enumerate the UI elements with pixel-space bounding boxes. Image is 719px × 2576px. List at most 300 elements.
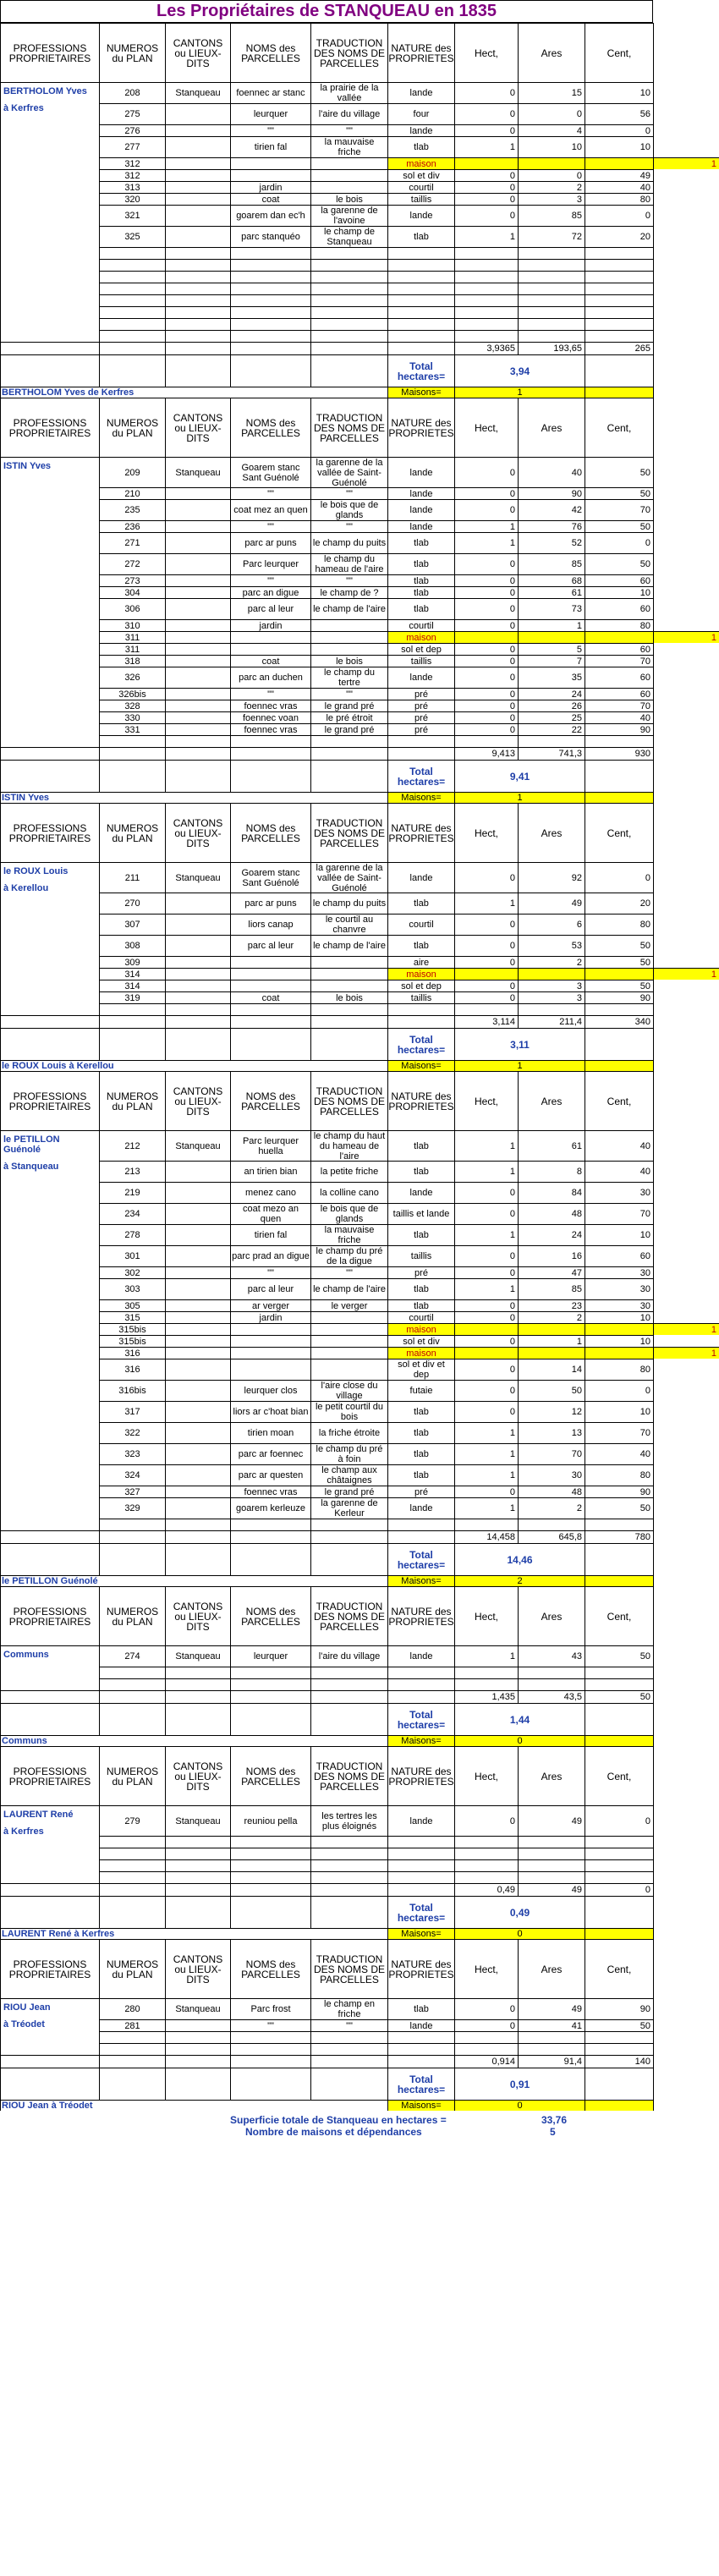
empty-cell[interactable] bbox=[387, 318, 454, 330]
empty-cell[interactable] bbox=[165, 306, 230, 318]
table-cell[interactable]: 56 bbox=[585, 103, 653, 124]
table-cell[interactable] bbox=[165, 631, 230, 643]
table-cell[interactable] bbox=[165, 2019, 230, 2031]
table-cell[interactable]: 61 bbox=[518, 586, 585, 598]
table-cell[interactable]: 42 bbox=[518, 499, 585, 520]
table-cell[interactable]: 7 bbox=[518, 655, 585, 667]
table-cell[interactable] bbox=[454, 631, 518, 643]
table-cell[interactable]: parc stanquéo bbox=[230, 226, 310, 247]
empty-cell[interactable] bbox=[230, 2043, 310, 2055]
table-cell[interactable]: 313 bbox=[99, 181, 165, 193]
empty-cell[interactable] bbox=[454, 1871, 518, 1883]
table-cell[interactable] bbox=[165, 619, 230, 631]
table-cell[interactable]: 314 bbox=[99, 968, 165, 980]
table-cell[interactable]: 30 bbox=[585, 1299, 653, 1311]
empty-cell[interactable] bbox=[165, 1519, 230, 1530]
table-cell[interactable]: 210 bbox=[99, 487, 165, 499]
empty-cell[interactable] bbox=[310, 1519, 387, 1530]
empty-cell[interactable] bbox=[230, 283, 310, 294]
table-cell[interactable]: 1 bbox=[454, 520, 518, 532]
table-cell[interactable]: 60 bbox=[585, 688, 653, 700]
table-cell[interactable]: 48 bbox=[518, 1486, 585, 1497]
table-cell[interactable]: 3 bbox=[518, 991, 585, 1003]
empty-cell[interactable] bbox=[387, 1836, 454, 1848]
table-cell[interactable]: 85 bbox=[518, 1278, 585, 1299]
empty-cell[interactable] bbox=[585, 1859, 653, 1871]
table-cell[interactable]: goarem dan ec'h bbox=[230, 205, 310, 226]
table-cell[interactable]: 312 bbox=[99, 169, 165, 181]
table-cell[interactable]: parc ar foennec bbox=[230, 1443, 310, 1464]
empty-cell[interactable] bbox=[310, 271, 387, 283]
table-cell[interactable] bbox=[165, 169, 230, 181]
table-cell[interactable]: 0 bbox=[454, 643, 518, 655]
table-cell[interactable]: 314 bbox=[99, 980, 165, 991]
empty-cell[interactable] bbox=[454, 294, 518, 306]
table-cell[interactable] bbox=[165, 136, 230, 157]
table-cell[interactable]: l'aire close du village bbox=[310, 1380, 387, 1401]
empty-cell[interactable] bbox=[518, 330, 585, 342]
table-cell[interactable]: 10 bbox=[518, 136, 585, 157]
table-cell[interactable]: 70 bbox=[585, 700, 653, 711]
table-cell[interactable]: parc al leur bbox=[230, 598, 310, 619]
table-cell[interactable]: 10 bbox=[585, 1224, 653, 1245]
table-cell[interactable]: 315 bbox=[99, 1311, 165, 1323]
table-cell[interactable]: 43 bbox=[518, 1645, 585, 1667]
table-cell[interactable]: 68 bbox=[518, 574, 585, 586]
table-cell[interactable]: 0 bbox=[454, 723, 518, 735]
table-cell[interactable]: 10 bbox=[585, 1335, 653, 1347]
table-cell[interactable]: ar verger bbox=[230, 1299, 310, 1311]
table-cell[interactable]: 30 bbox=[585, 1182, 653, 1203]
table-cell[interactable]: 90 bbox=[585, 1998, 653, 2019]
table-cell[interactable]: tlab bbox=[387, 1443, 454, 1464]
table-cell[interactable] bbox=[165, 1161, 230, 1182]
table-cell[interactable]: 0 bbox=[454, 688, 518, 700]
table-cell[interactable] bbox=[165, 1245, 230, 1266]
table-cell[interactable]: 50 bbox=[585, 1645, 653, 1667]
table-cell[interactable] bbox=[165, 193, 230, 205]
table-cell[interactable]: liors canap bbox=[230, 914, 310, 935]
empty-cell[interactable] bbox=[387, 330, 454, 342]
table-cell[interactable] bbox=[165, 1347, 230, 1359]
table-cell[interactable]: 219 bbox=[99, 1182, 165, 1203]
table-cell[interactable]: "" bbox=[310, 487, 387, 499]
empty-cell[interactable] bbox=[310, 1678, 387, 1690]
table-cell[interactable]: 1 bbox=[454, 1422, 518, 1443]
empty-cell[interactable] bbox=[165, 1667, 230, 1678]
table-cell[interactable]: 76 bbox=[518, 520, 585, 532]
empty-cell[interactable] bbox=[518, 259, 585, 271]
empty-cell[interactable] bbox=[165, 1678, 230, 1690]
empty-cell[interactable] bbox=[310, 2043, 387, 2055]
table-cell[interactable] bbox=[165, 667, 230, 688]
empty-cell[interactable] bbox=[518, 247, 585, 259]
empty-cell[interactable] bbox=[518, 735, 585, 747]
empty-cell[interactable] bbox=[230, 1848, 310, 1859]
table-cell[interactable]: 48 bbox=[518, 1203, 585, 1224]
table-cell[interactable]: le champ du puits bbox=[310, 893, 387, 914]
empty-cell[interactable] bbox=[230, 271, 310, 283]
empty-cell[interactable] bbox=[230, 1003, 310, 1015]
empty-cell[interactable] bbox=[230, 1836, 310, 1848]
table-cell[interactable]: 0 bbox=[454, 914, 518, 935]
empty-cell[interactable] bbox=[99, 330, 165, 342]
table-cell[interactable]: 236 bbox=[99, 520, 165, 532]
table-cell[interactable]: 276 bbox=[99, 124, 165, 136]
table-cell[interactable]: 72 bbox=[518, 226, 585, 247]
empty-cell[interactable] bbox=[387, 1848, 454, 1859]
table-cell[interactable]: leurquer bbox=[230, 103, 310, 124]
table-cell[interactable]: Parc frost bbox=[230, 1998, 310, 2019]
table-cell[interactable]: la garenne de la vallée de Saint-Guénolé bbox=[310, 862, 387, 893]
table-cell[interactable]: "" bbox=[230, 124, 310, 136]
empty-cell[interactable] bbox=[585, 318, 653, 330]
empty-cell[interactable] bbox=[165, 259, 230, 271]
table-cell[interactable]: 0 bbox=[454, 1266, 518, 1278]
table-cell[interactable]: 1 bbox=[454, 1278, 518, 1299]
table-cell[interactable]: foennec ar stanc bbox=[230, 82, 310, 103]
table-cell[interactable]: 49 bbox=[518, 1805, 585, 1836]
table-cell[interactable]: la prairie de la vallée bbox=[310, 82, 387, 103]
empty-cell[interactable] bbox=[454, 306, 518, 318]
table-cell[interactable] bbox=[454, 1323, 518, 1335]
table-cell[interactable] bbox=[310, 980, 387, 991]
table-cell[interactable]: le bois que de glands bbox=[310, 1203, 387, 1224]
table-cell[interactable]: 316 bbox=[99, 1359, 165, 1380]
empty-cell[interactable] bbox=[165, 2043, 230, 2055]
table-cell[interactable]: 0 bbox=[518, 103, 585, 124]
empty-cell[interactable] bbox=[165, 1871, 230, 1883]
table-cell[interactable]: 0 bbox=[454, 124, 518, 136]
table-cell[interactable] bbox=[165, 935, 230, 956]
empty-cell[interactable] bbox=[454, 318, 518, 330]
table-cell[interactable] bbox=[230, 169, 310, 181]
table-cell[interactable]: taillis bbox=[387, 991, 454, 1003]
table-cell[interactable]: lande bbox=[387, 1805, 454, 1836]
empty-cell[interactable] bbox=[165, 735, 230, 747]
empty-cell[interactable] bbox=[387, 1003, 454, 1015]
table-cell[interactable]: la friche étroite bbox=[310, 1422, 387, 1443]
table-cell[interactable] bbox=[165, 700, 230, 711]
empty-cell[interactable] bbox=[230, 318, 310, 330]
table-cell[interactable]: courtil bbox=[387, 181, 454, 193]
table-cell[interactable]: 271 bbox=[99, 532, 165, 553]
table-cell[interactable] bbox=[310, 1347, 387, 1359]
table-cell[interactable] bbox=[165, 1266, 230, 1278]
empty-cell[interactable] bbox=[518, 283, 585, 294]
empty-cell[interactable] bbox=[518, 2031, 585, 2043]
table-cell[interactable] bbox=[230, 1359, 310, 1380]
empty-cell[interactable] bbox=[585, 1003, 653, 1015]
empty-cell[interactable] bbox=[310, 283, 387, 294]
table-cell[interactable]: tlab bbox=[387, 1422, 454, 1443]
table-cell[interactable]: 10 bbox=[585, 586, 653, 598]
table-cell[interactable]: tirien fal bbox=[230, 136, 310, 157]
table-cell[interactable]: 90 bbox=[585, 991, 653, 1003]
empty-cell[interactable] bbox=[585, 283, 653, 294]
table-cell[interactable]: 234 bbox=[99, 1203, 165, 1224]
table-cell[interactable]: 330 bbox=[99, 711, 165, 723]
empty-cell[interactable] bbox=[230, 306, 310, 318]
table-cell[interactable]: parc an duchen bbox=[230, 667, 310, 688]
table-cell[interactable]: tlab bbox=[387, 574, 454, 586]
table-cell[interactable]: le champ de ? bbox=[310, 586, 387, 598]
table-cell[interactable]: 213 bbox=[99, 1161, 165, 1182]
table-cell[interactable]: 3 bbox=[518, 193, 585, 205]
table-cell[interactable]: maison bbox=[387, 157, 454, 169]
table-cell[interactable]: 318 bbox=[99, 655, 165, 667]
table-cell[interactable]: tlab bbox=[387, 1161, 454, 1182]
table-cell[interactable]: 90 bbox=[585, 723, 653, 735]
table-cell[interactable] bbox=[165, 893, 230, 914]
table-cell[interactable]: 1 bbox=[454, 532, 518, 553]
table-cell[interactable]: 2 bbox=[518, 1497, 585, 1519]
table-cell[interactable]: coat mezo an quen bbox=[230, 1203, 310, 1224]
table-cell[interactable]: le champ en friche bbox=[310, 1998, 387, 2019]
table-cell[interactable]: 50 bbox=[585, 1497, 653, 1519]
table-cell[interactable]: tlab bbox=[387, 1464, 454, 1486]
table-cell[interactable]: lande bbox=[387, 862, 454, 893]
empty-cell[interactable] bbox=[387, 306, 454, 318]
table-cell[interactable]: sol et dep bbox=[387, 643, 454, 655]
table-cell[interactable]: coat bbox=[230, 655, 310, 667]
empty-cell[interactable] bbox=[165, 247, 230, 259]
table-cell[interactable] bbox=[165, 991, 230, 1003]
empty-cell[interactable] bbox=[585, 2043, 653, 2055]
table-cell[interactable]: 60 bbox=[585, 667, 653, 688]
empty-cell[interactable] bbox=[99, 2031, 165, 2043]
table-cell[interactable]: lande bbox=[387, 1497, 454, 1519]
table-cell[interactable]: 80 bbox=[585, 914, 653, 935]
table-cell[interactable]: 208 bbox=[99, 82, 165, 103]
table-cell[interactable]: Stanqueau bbox=[165, 1805, 230, 1836]
table-cell[interactable]: 270 bbox=[99, 893, 165, 914]
table-cell[interactable] bbox=[230, 643, 310, 655]
table-cell[interactable] bbox=[310, 643, 387, 655]
table-cell[interactable] bbox=[230, 968, 310, 980]
table-cell[interactable]: 1 bbox=[454, 1161, 518, 1182]
table-cell[interactable] bbox=[230, 1347, 310, 1359]
table-cell[interactable]: 280 bbox=[99, 1998, 165, 2019]
table-cell[interactable]: 326bis bbox=[99, 688, 165, 700]
empty-cell[interactable] bbox=[165, 2031, 230, 2043]
table-cell[interactable]: 275 bbox=[99, 103, 165, 124]
table-cell[interactable]: "" bbox=[310, 2019, 387, 2031]
table-cell[interactable] bbox=[165, 1323, 230, 1335]
table-cell[interactable]: 92 bbox=[518, 862, 585, 893]
empty-cell[interactable] bbox=[518, 294, 585, 306]
table-cell[interactable]: 80 bbox=[585, 619, 653, 631]
table-cell[interactable]: 0 bbox=[454, 711, 518, 723]
table-cell[interactable]: 70 bbox=[585, 1203, 653, 1224]
table-cell[interactable]: 1 bbox=[454, 1130, 518, 1161]
empty-cell[interactable] bbox=[518, 1848, 585, 1859]
table-cell[interactable]: 0 bbox=[585, 205, 653, 226]
empty-cell[interactable] bbox=[310, 1836, 387, 1848]
table-cell[interactable] bbox=[310, 956, 387, 968]
table-cell[interactable]: 329 bbox=[99, 1497, 165, 1519]
table-cell[interactable]: 30 bbox=[585, 1278, 653, 1299]
table-cell[interactable]: Stanqueau bbox=[165, 1645, 230, 1667]
table-cell[interactable]: le champ du puits bbox=[310, 532, 387, 553]
table-cell[interactable]: Stanqueau bbox=[165, 862, 230, 893]
table-cell[interactable] bbox=[454, 968, 518, 980]
table-cell[interactable]: 0 bbox=[454, 181, 518, 193]
empty-cell[interactable] bbox=[585, 1848, 653, 1859]
empty-cell[interactable] bbox=[99, 271, 165, 283]
table-cell[interactable]: 0 bbox=[454, 1998, 518, 2019]
table-cell[interactable]: 303 bbox=[99, 1278, 165, 1299]
empty-cell[interactable] bbox=[585, 735, 653, 747]
empty-cell[interactable] bbox=[230, 247, 310, 259]
table-cell[interactable]: an tirien bian bbox=[230, 1161, 310, 1182]
empty-cell[interactable] bbox=[518, 271, 585, 283]
table-cell[interactable]: l'aire du village bbox=[310, 1645, 387, 1667]
table-cell[interactable] bbox=[165, 598, 230, 619]
empty-cell[interactable] bbox=[310, 294, 387, 306]
table-cell[interactable]: 1 bbox=[454, 1497, 518, 1519]
table-cell[interactable]: 0 bbox=[454, 205, 518, 226]
table-cell[interactable]: 2 bbox=[518, 1311, 585, 1323]
table-cell[interactable] bbox=[310, 619, 387, 631]
table-cell[interactable]: le verger bbox=[310, 1299, 387, 1311]
table-cell[interactable]: lande bbox=[387, 1645, 454, 1667]
empty-cell[interactable] bbox=[387, 1519, 454, 1530]
empty-cell[interactable] bbox=[585, 271, 653, 283]
empty-cell[interactable] bbox=[518, 1678, 585, 1690]
table-cell[interactable]: 305 bbox=[99, 1299, 165, 1311]
empty-cell[interactable] bbox=[585, 2031, 653, 2043]
table-cell[interactable]: 70 bbox=[585, 655, 653, 667]
table-cell[interactable]: 30 bbox=[585, 1266, 653, 1278]
table-cell[interactable]: 0 bbox=[454, 487, 518, 499]
table-cell[interactable]: 331 bbox=[99, 723, 165, 735]
table-cell[interactable]: 0 bbox=[454, 1299, 518, 1311]
table-cell[interactable]: 302 bbox=[99, 1266, 165, 1278]
table-cell[interactable]: 90 bbox=[518, 487, 585, 499]
table-cell[interactable]: 0 bbox=[454, 553, 518, 574]
table-cell[interactable]: 211 bbox=[99, 862, 165, 893]
empty-cell[interactable] bbox=[165, 1836, 230, 1848]
table-cell[interactable]: 80 bbox=[585, 1359, 653, 1380]
table-cell[interactable]: 0 bbox=[454, 598, 518, 619]
table-cell[interactable] bbox=[165, 499, 230, 520]
table-cell[interactable]: four bbox=[387, 103, 454, 124]
empty-cell[interactable] bbox=[454, 259, 518, 271]
table-cell[interactable]: 40 bbox=[518, 457, 585, 487]
table-cell[interactable]: 8 bbox=[518, 1161, 585, 1182]
empty-cell[interactable] bbox=[518, 1859, 585, 1871]
empty-cell[interactable] bbox=[454, 1519, 518, 1530]
empty-cell[interactable] bbox=[165, 1859, 230, 1871]
table-cell[interactable]: courtil bbox=[387, 914, 454, 935]
empty-cell[interactable] bbox=[585, 1836, 653, 1848]
table-cell[interactable]: 0 bbox=[454, 862, 518, 893]
empty-cell[interactable] bbox=[310, 330, 387, 342]
empty-cell[interactable] bbox=[454, 1003, 518, 1015]
table-cell[interactable]: 0 bbox=[454, 1359, 518, 1380]
table-cell[interactable]: pré bbox=[387, 1486, 454, 1497]
table-cell[interactable]: 49 bbox=[518, 893, 585, 914]
empty-cell[interactable] bbox=[99, 1859, 165, 1871]
table-cell[interactable]: lande bbox=[387, 457, 454, 487]
table-cell[interactable]: Stanqueau bbox=[165, 82, 230, 103]
table-cell[interactable]: la petite friche bbox=[310, 1161, 387, 1182]
table-cell[interactable]: pré bbox=[387, 700, 454, 711]
table-cell[interactable]: lande bbox=[387, 520, 454, 532]
table-cell[interactable]: le champ de l'aire bbox=[310, 935, 387, 956]
table-cell[interactable]: la mauvaise friche bbox=[310, 1224, 387, 1245]
empty-cell[interactable] bbox=[310, 259, 387, 271]
empty-cell[interactable] bbox=[310, 1848, 387, 1859]
table-cell[interactable]: 304 bbox=[99, 586, 165, 598]
table-cell[interactable]: 1 bbox=[518, 619, 585, 631]
table-cell[interactable]: 40 bbox=[585, 1130, 653, 1161]
table-cell[interactable]: 49 bbox=[518, 1998, 585, 2019]
table-cell[interactable]: 73 bbox=[518, 598, 585, 619]
table-cell[interactable]: 0 bbox=[454, 103, 518, 124]
table-cell[interactable]: le grand pré bbox=[310, 700, 387, 711]
empty-cell[interactable] bbox=[310, 1003, 387, 1015]
table-cell[interactable]: "" bbox=[230, 487, 310, 499]
table-cell[interactable]: 315bis bbox=[99, 1335, 165, 1347]
table-cell[interactable]: "" bbox=[310, 520, 387, 532]
empty-cell[interactable] bbox=[99, 1836, 165, 1848]
table-cell[interactable]: 24 bbox=[518, 688, 585, 700]
table-cell[interactable]: jardin bbox=[230, 181, 310, 193]
table-cell[interactable] bbox=[310, 1359, 387, 1380]
table-cell[interactable]: 12 bbox=[518, 1401, 585, 1422]
empty-cell[interactable] bbox=[454, 1678, 518, 1690]
empty-cell[interactable] bbox=[585, 259, 653, 271]
table-cell[interactable]: 60 bbox=[585, 643, 653, 655]
empty-cell[interactable] bbox=[387, 283, 454, 294]
table-cell[interactable]: "" bbox=[310, 1266, 387, 1278]
table-cell[interactable]: "" bbox=[310, 124, 387, 136]
table-cell[interactable]: courtil bbox=[387, 619, 454, 631]
table-cell[interactable]: 0 bbox=[454, 991, 518, 1003]
table-cell[interactable]: 49 bbox=[585, 169, 653, 181]
table-cell[interactable]: 50 bbox=[585, 520, 653, 532]
table-cell[interactable]: 20 bbox=[585, 226, 653, 247]
table-cell[interactable]: 40 bbox=[585, 1161, 653, 1182]
table-cell[interactable]: leurquer clos bbox=[230, 1380, 310, 1401]
table-cell[interactable]: pré bbox=[387, 711, 454, 723]
table-cell[interactable]: 50 bbox=[585, 487, 653, 499]
table-cell[interactable]: le champ de Stanqueau bbox=[310, 226, 387, 247]
table-cell[interactable]: futaie bbox=[387, 1380, 454, 1401]
table-cell[interactable]: 24 bbox=[518, 1224, 585, 1245]
table-cell[interactable]: 50 bbox=[518, 1380, 585, 1401]
table-cell[interactable] bbox=[165, 1278, 230, 1299]
table-cell[interactable]: 90 bbox=[585, 1486, 653, 1497]
empty-cell[interactable] bbox=[165, 318, 230, 330]
table-cell[interactable] bbox=[454, 1347, 518, 1359]
table-cell[interactable]: 316bis bbox=[99, 1380, 165, 1401]
table-cell[interactable]: 0 bbox=[585, 1380, 653, 1401]
table-cell[interactable]: 0 bbox=[454, 1311, 518, 1323]
empty-cell[interactable] bbox=[518, 306, 585, 318]
table-cell[interactable]: 60 bbox=[585, 598, 653, 619]
table-cell[interactable] bbox=[230, 1335, 310, 1347]
table-cell[interactable]: sol et div et dep bbox=[387, 1359, 454, 1380]
table-cell[interactable]: 0 bbox=[454, 1245, 518, 1266]
empty-cell[interactable] bbox=[454, 2031, 518, 2043]
table-cell[interactable] bbox=[165, 1311, 230, 1323]
table-cell[interactable]: lande bbox=[387, 2019, 454, 2031]
table-cell[interactable]: 0 bbox=[454, 1401, 518, 1422]
table-cell[interactable]: 61 bbox=[518, 1130, 585, 1161]
